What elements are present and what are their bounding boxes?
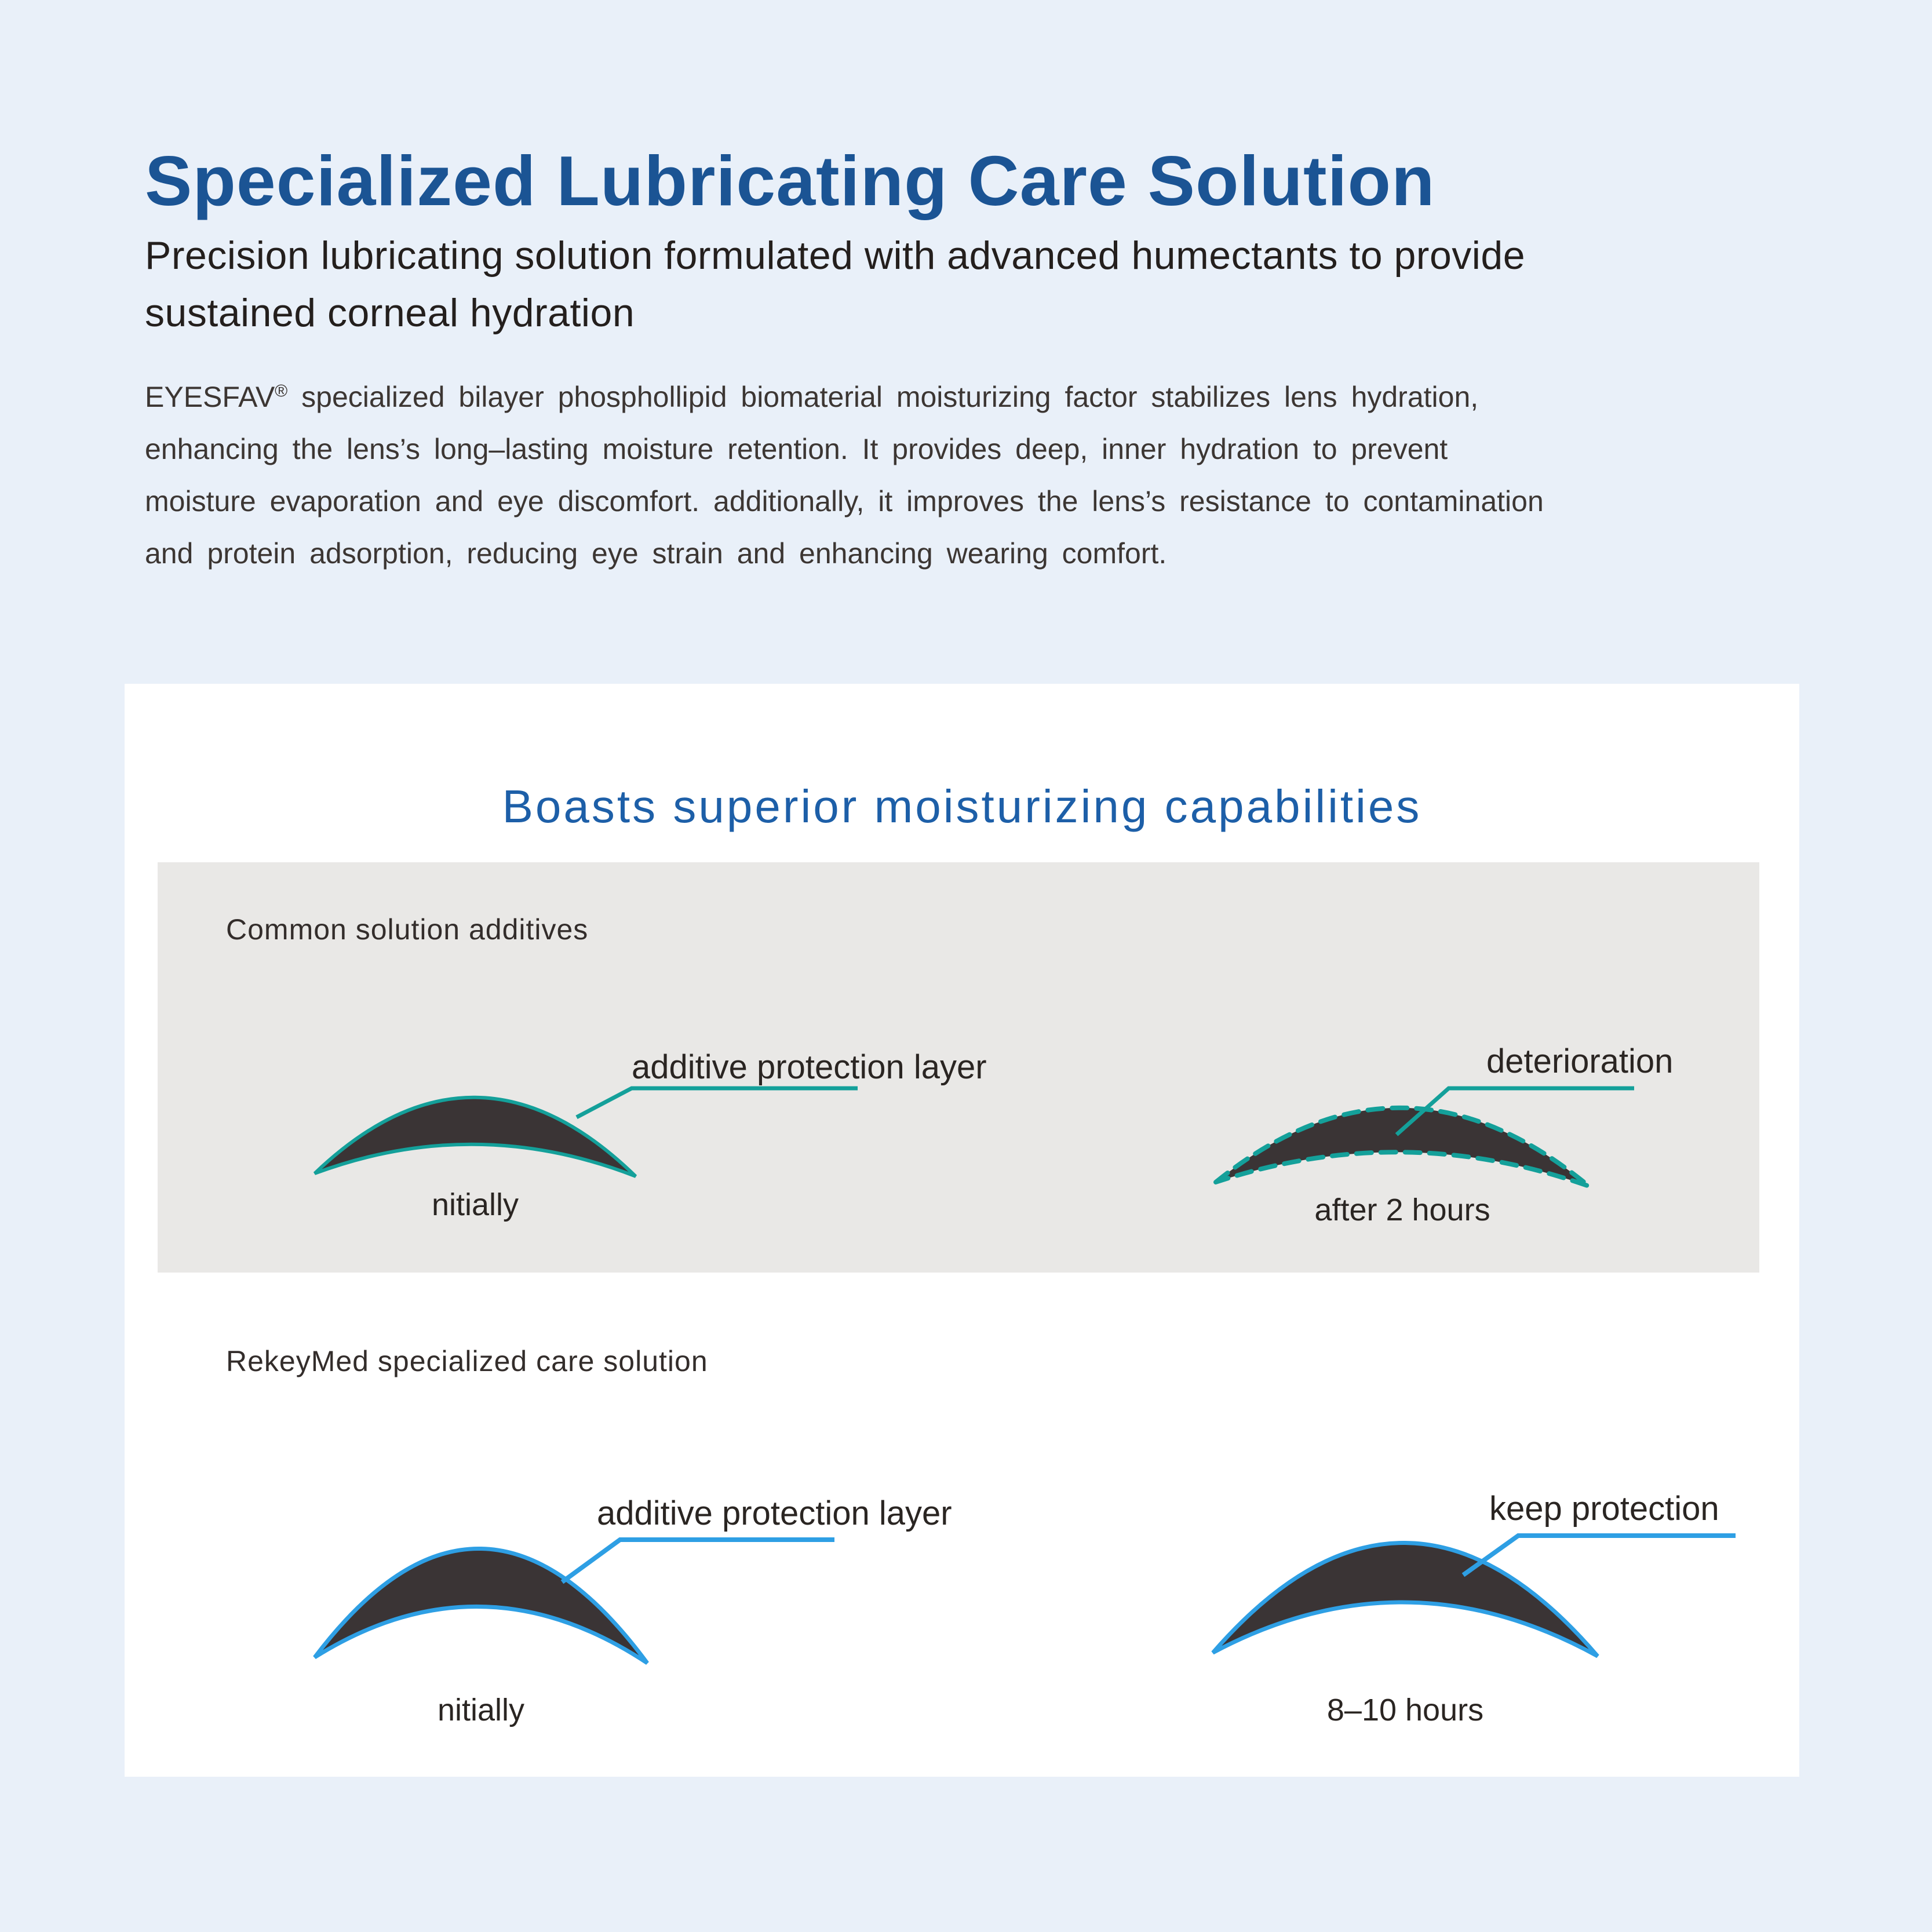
registered-mark: ® xyxy=(275,381,288,401)
common-panel-label: Common solution additives xyxy=(226,913,589,946)
caption-8-10-hours: 8–10 hours xyxy=(1326,1693,1484,1727)
subtitle-line-1: Precision lubricating solution formulated with advanced humectants to provide xyxy=(145,234,1526,278)
annotation-keep-protection: keep protection xyxy=(1489,1490,1719,1528)
annotation-additive-protection-layer-common: additive protection layer xyxy=(632,1048,987,1086)
page-title: Specialized Lubricating Care Solution xyxy=(145,141,1435,220)
description-line-1: EYESFAV® specialized bilayer phosphollipid biomaterial moisturizing factor stabilizes lens hydration, xyxy=(145,381,1479,413)
leader-line-rekeymed-initial xyxy=(559,1533,837,1585)
page-subtitle xyxy=(145,227,1525,341)
card-title: Boasts superior moisturizing capabilities xyxy=(502,781,1422,833)
description-line-4: and protein adsorption, reducing eye strain and enhancing wearing comfort. xyxy=(145,537,1167,570)
subtitle-line-2: sustained corneal hydration xyxy=(145,290,635,335)
leader-polyline xyxy=(1463,1536,1736,1575)
caption-initially-common: nitially xyxy=(431,1187,519,1222)
description-line-2: enhancing the lens’s long–lasting moisture retention. It provides deep, inner hydration to prevent xyxy=(145,433,1448,465)
annotation-additive-protection-layer-rekeymed: additive protection layer xyxy=(597,1494,952,1532)
leader-line-deterioration xyxy=(1394,1082,1637,1138)
leader-line-keep-protection xyxy=(1460,1530,1738,1579)
page-description xyxy=(145,371,1544,579)
caption-after-2-hours: after 2 hours xyxy=(1314,1193,1490,1227)
leader-polyline xyxy=(1397,1088,1634,1135)
moisturizing-card xyxy=(125,684,1799,1777)
leader-line-common-initial xyxy=(574,1084,861,1121)
rekeymed-panel-label: RekeyMed specialized care solution xyxy=(226,1345,708,1377)
brand-name: EYESFAV xyxy=(145,381,275,413)
caption-initially-rekeymed: nitially xyxy=(437,1693,525,1727)
leader-polyline xyxy=(577,1088,858,1117)
description-line-3: moisture evaporation and eye discomfort. additionally, it improves the lens’s resistance to contamination xyxy=(145,485,1544,517)
leader-polyline xyxy=(562,1540,834,1582)
annotation-deterioration: deterioration xyxy=(1486,1042,1674,1080)
